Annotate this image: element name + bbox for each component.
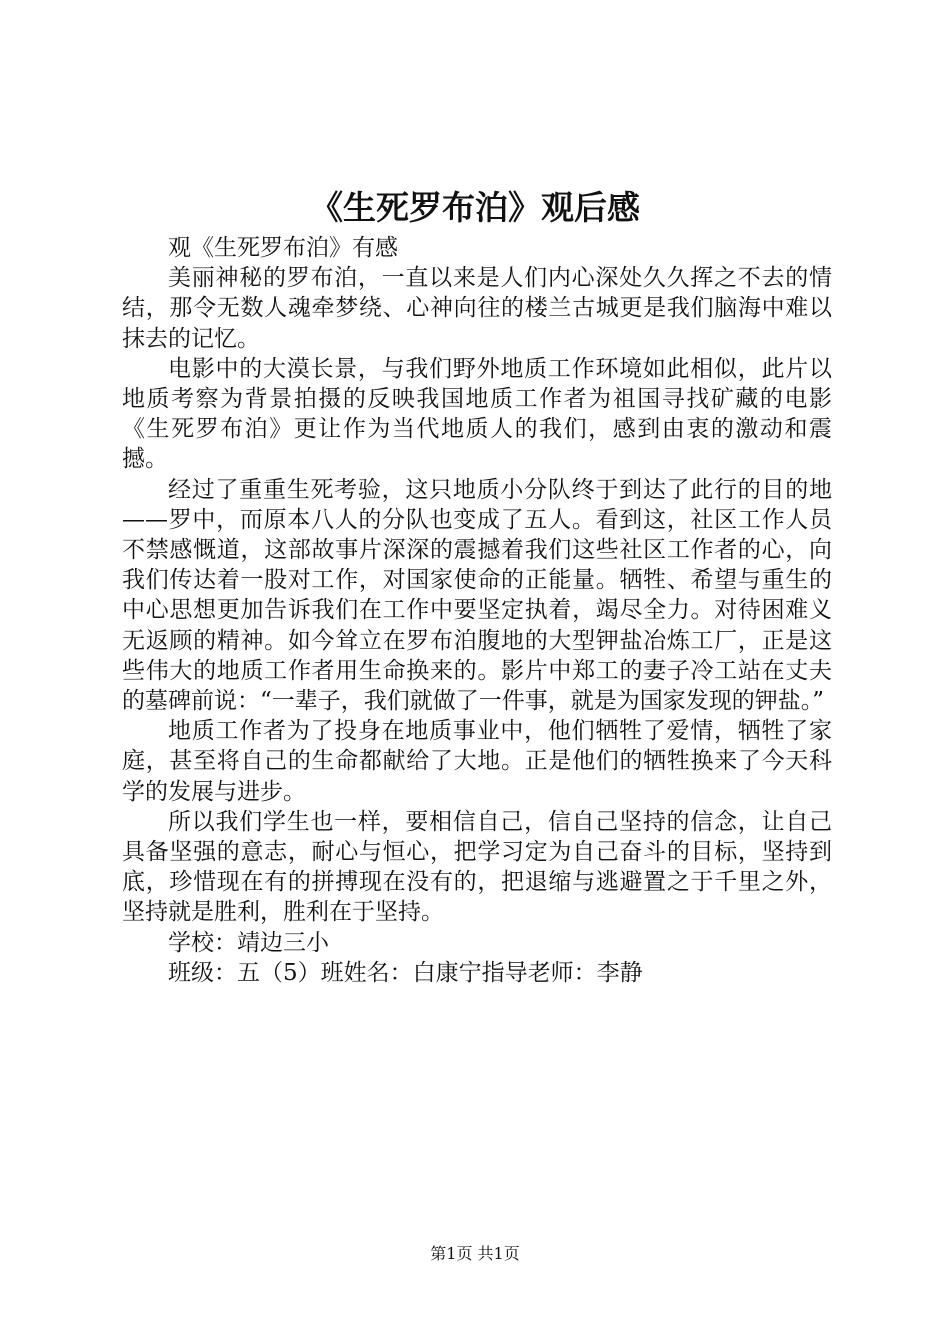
subtitle-paragraph: 观《生死罗布泊》有感: [168, 235, 398, 261]
body-paragraph: 经过了重重生死考验，这只地质小分队终于到达了此行的目的地——罗中，而原本八人的分队也变成了五人。看到这，社区工作人员不禁感慨道，这部故事片深深的震撼着我们这些社区工作者的心，向我们传达着一股对工作，对国家使命的正能量。牺牲、希望与重生的中心思想更加告诉我们在工作中要坚定执着，竭尽全力。对待困难义无返顾的精神。如今耸立在罗布泊腹地的大型钾盐冶炼工厂，正是这些伟大的地质工作者用生命换来的。影片中郑工的妻子冷工站在丈夫的墓碑前说：“一辈子，我们就做了一件事，就是为国家发现的钾盐。”: [122, 476, 832, 715]
body-paragraph: 美丽神秘的罗布泊，一直以来是人们内心深处久久挥之不去的情结，那令无数人魂牵梦绕、心神向往的楼兰古城更是我们脑海中难以抹去的记忆。: [122, 265, 832, 352]
body-paragraph: 地质工作者为了投身在地质事业中，他们牺牲了爱情，牺牲了家庭，甚至将自己的生命都献给了大地。正是他们的牺牲换来了今天科学的发展与进步。: [122, 718, 832, 805]
body-paragraph: 电影中的大漠长景，与我们野外地质工作环境如此相似，此片以地质考察为背景拍摄的反映我国地质工作者为祖国寻找矿藏的电影《生死罗布泊》更让作为当代地质人的我们，感到由衷的激动和震撼。: [122, 355, 832, 473]
school-line: 学校：靖边三小: [168, 929, 329, 956]
page-number-footer: 第1页 共1页: [430, 1244, 520, 1263]
class-author-line: 班级：五（5）班姓名：白康宁指导老师：李静: [168, 959, 643, 986]
document-body: [122, 233, 832, 988]
body-paragraph: 所以我们学生也一样，要相信自己，信自己坚持的信念，让自己具备坚强的意志，耐心与恒心，把学习定为自己奋斗的目标，坚持到底，珍惜现在有的拼搏现在没有的，把退缩与逃避置之于千里之外，坚持就是胜利，胜利在于坚持。: [122, 808, 832, 926]
document-title: 《生死罗布泊》观后感: [310, 188, 640, 227]
